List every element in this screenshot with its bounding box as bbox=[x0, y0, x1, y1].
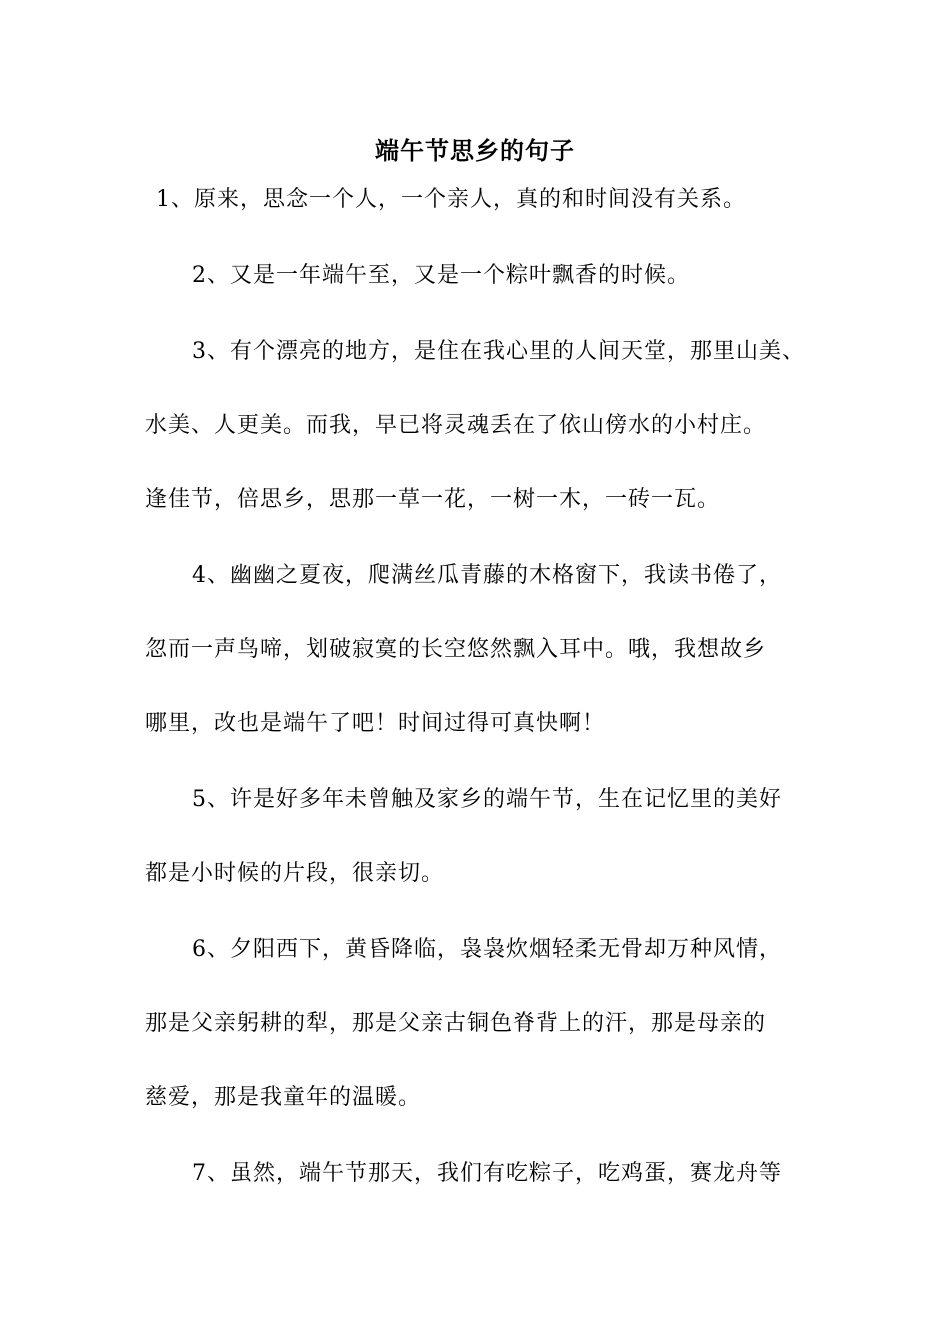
text-line: 6、夕阳西下，黄昏降临，袅袅炊烟轻柔无骨却万种风情， bbox=[192, 937, 782, 962]
text-line: 2、又是一年端午至，又是一个粽叶飘香的时候。 bbox=[192, 263, 690, 288]
text-line: 忽而一声鸟啼，划破寂寞的长空悠然飘入耳中。哦，我想故乡 bbox=[145, 637, 767, 662]
text-line: 逢佳节，倍思乡，思那一草一花，一树一木，一砖一瓦。 bbox=[145, 487, 721, 512]
text-line: 水美、人更美。而我，早已将灵魂丢在了依山傍水的小村庄。 bbox=[145, 413, 767, 438]
text-line: 那是父亲躬耕的犁，那是父亲古铜色脊背上的汗，那是母亲的 bbox=[145, 1011, 767, 1036]
text-line: 5、许是好多年未曾触及家乡的端午节，生在记忆里的美好 bbox=[192, 787, 782, 812]
text-line: 1、原来，思念一个人，一个亲人，真的和时间没有关系。 bbox=[156, 187, 746, 212]
text-line: 3、有个漂亮的地方，是住在我心里的人间天堂，那里山美、 bbox=[192, 339, 805, 364]
text-line: 哪里，改也是端午了吧！时间过得可真快啊！ bbox=[145, 711, 606, 736]
document-title: 端午节思乡的句子 bbox=[375, 136, 575, 165]
text-line: 都是小时候的片段，很亲切。 bbox=[145, 861, 445, 886]
text-line: 慈爱，那是我童年的温暖。 bbox=[145, 1085, 422, 1110]
text-line: 4、幽幽之夏夜，爬满丝瓜青藤的木格窗下，我读书倦了， bbox=[192, 563, 782, 588]
text-line: 7、虽然，端午节那天，我们有吃粽子，吃鸡蛋，赛龙舟等 bbox=[192, 1161, 782, 1186]
